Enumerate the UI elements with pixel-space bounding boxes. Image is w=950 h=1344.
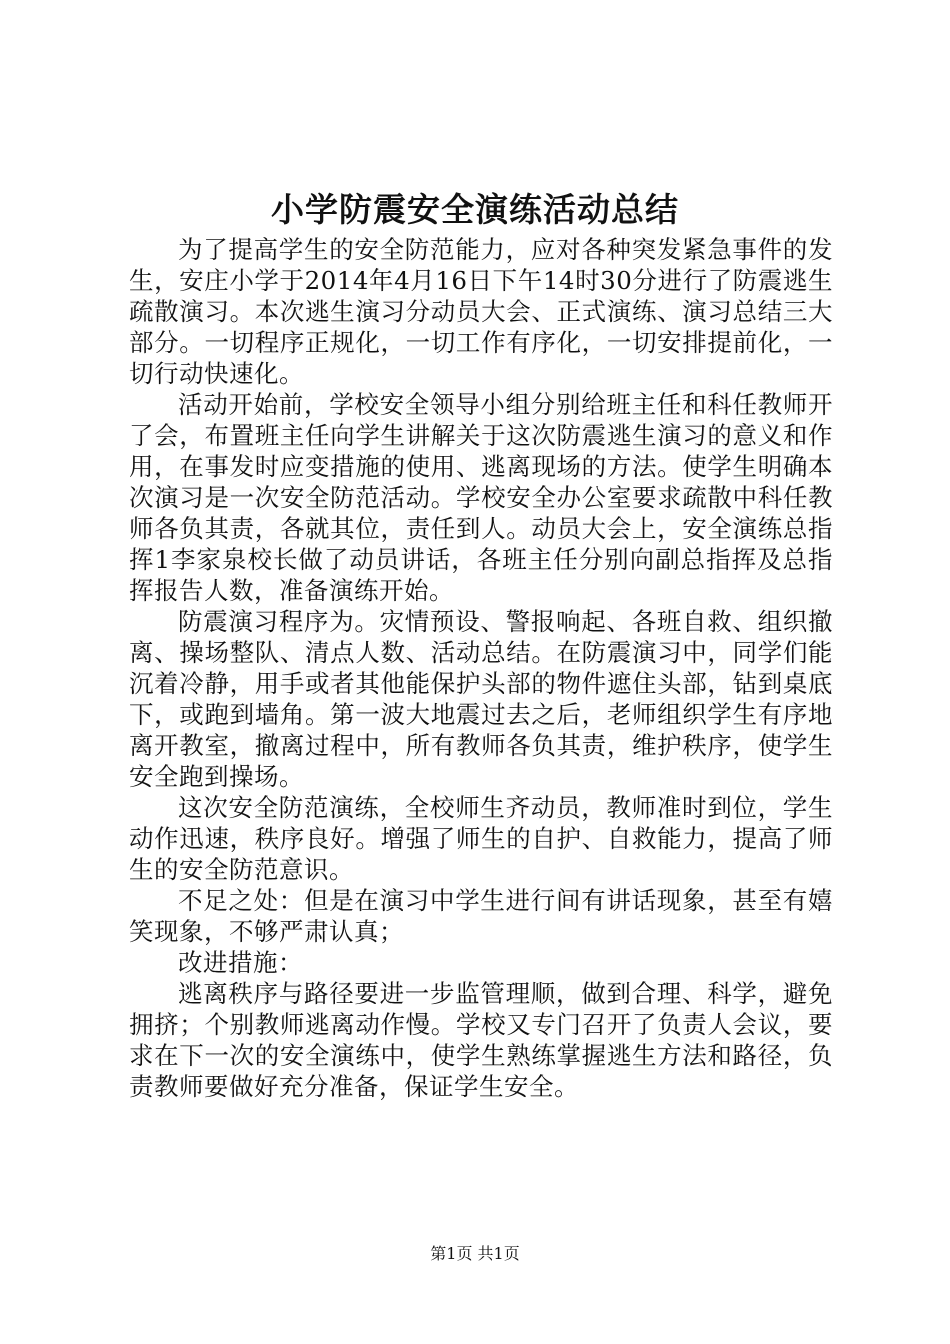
paragraph-preparation: 活动开始前，学校安全领导小组分别给班主任和科任教师开了会，布置班主任向学生讲解关于这次防震逃生演习的意义和作用，在事发时应变措施的使用、逃离现场的方法。使学生明确本次演习是一次安全防范活动。学校安全办公室要求疏散中科任教师各负其责，各就其位，责任到人。动员大会上，安全演练总指挥1李家泉校长做了动员讲话，各班主任分别向副总指挥及总指挥报告人数，准备演练开始。 xyxy=(129,390,833,605)
paragraph-procedure: 防震演习程序为。灾情预设、警报响起、各班自救、组织撤离、操场整队、清点人数、活动总结。在防震演习中，同学们能沉着冷静，用手或者其他能保护头部的物件遮住头部，钻到桌底下，或跑到墙角。第一波大地震过去之后，老师组织学生有序地离开教室，撤离过程中，所有教师各负其责，维护秩序，使学生安全跑到操场。 xyxy=(129,607,833,791)
paragraph-improvements: 逃离秩序与路径要进一步监管理顺，做到合理、科学，避免拥挤；个别教师逃离动作慢。学校又专门召开了负责人会议，要求在下一次的安全演练中，使学生熟练掌握逃生方法和路径，负责教师要做好充分准备，保证学生安全。 xyxy=(129,979,833,1101)
document-title: 小学防震安全演练活动总结 xyxy=(271,190,679,229)
page-number-footer: 第1页 共1页 xyxy=(430,1244,520,1263)
paragraph-results: 这次安全防范演练，全校师生齐动员，教师准时到位，学生动作迅速，秩序良好。增强了师生的自护、自救能力，提高了师生的安全防范意识。 xyxy=(129,793,833,884)
paragraph-intro: 为了提高学生的安全防范能力，应对各种突发紧急事件的发生，安庄小学于2014年4月16日下午14时30分进行了防震逃生疏散演习。本次逃生演习分动员大会、正式演练、演习总结三大部分。一切程序正规化，一切工作有序化，一切安排提前化，一切行动快速化。 xyxy=(129,235,833,388)
document-body xyxy=(129,234,833,1102)
paragraph-shortcomings: 不足之处：但是在演习中学生进行间有讲话现象，甚至有嬉笑现象，不够严肃认真； xyxy=(129,886,833,946)
paragraph-improvements-heading: 改进措施： xyxy=(178,948,303,977)
